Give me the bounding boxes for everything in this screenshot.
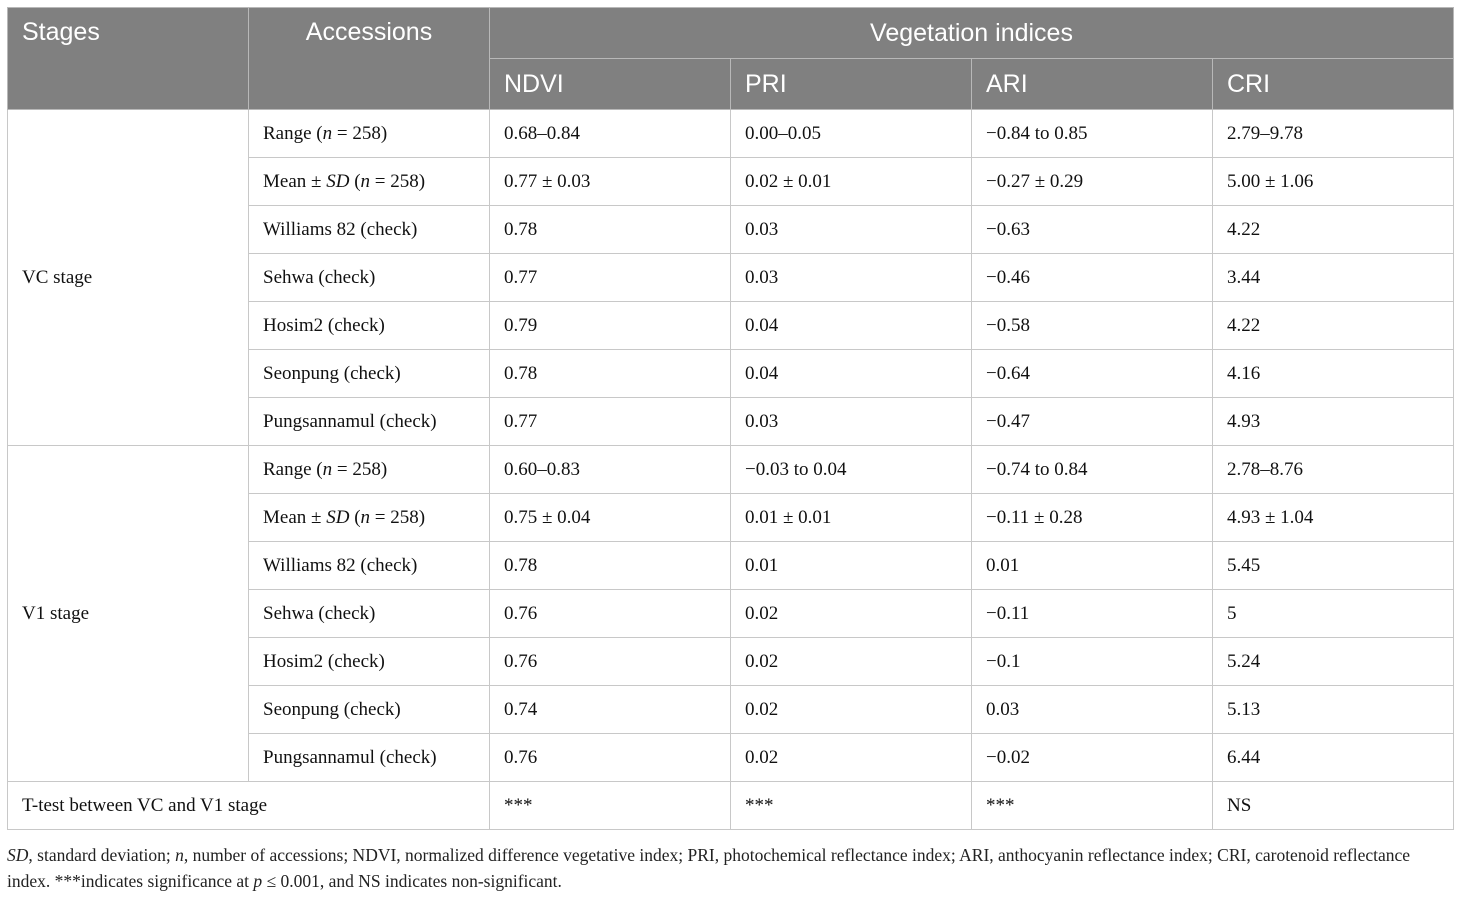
pri-cell: 0.02 ± 0.01 xyxy=(731,158,972,206)
header-cri: CRI xyxy=(1213,59,1454,110)
pri-cell: 0.04 xyxy=(731,350,972,398)
cri-cell: 5.00 ± 1.06 xyxy=(1213,158,1454,206)
ari-cell: *** xyxy=(972,782,1213,830)
ari-cell: −0.47 xyxy=(972,398,1213,446)
pri-cell: 0.00–0.05 xyxy=(731,110,972,158)
accession-cell: Mean ± SD (n = 258) xyxy=(249,158,490,206)
ndvi-cell: 0.77 xyxy=(490,398,731,446)
ndvi-cell: 0.79 xyxy=(490,302,731,350)
ari-cell: −0.1 xyxy=(972,638,1213,686)
ndvi-cell: 0.76 xyxy=(490,638,731,686)
cri-cell: 5.24 xyxy=(1213,638,1454,686)
accession-cell: Hosim2 (check) xyxy=(249,638,490,686)
cri-cell: 6.44 xyxy=(1213,734,1454,782)
cri-cell: 2.79–9.78 xyxy=(1213,110,1454,158)
cri-cell: 3.44 xyxy=(1213,254,1454,302)
pri-cell: 0.02 xyxy=(731,686,972,734)
cri-cell: 5 xyxy=(1213,590,1454,638)
ari-cell: −0.46 xyxy=(972,254,1213,302)
ari-cell: −0.58 xyxy=(972,302,1213,350)
cri-cell: 5.13 xyxy=(1213,686,1454,734)
cri-cell: 4.93 ± 1.04 xyxy=(1213,494,1454,542)
ndvi-cell: 0.77 xyxy=(490,254,731,302)
ndvi-cell: 0.77 ± 0.03 xyxy=(490,158,731,206)
ari-cell: −0.84 to 0.85 xyxy=(972,110,1213,158)
accession-cell: Williams 82 (check) xyxy=(249,206,490,254)
ari-cell: 0.01 xyxy=(972,542,1213,590)
accession-cell: Hosim2 (check) xyxy=(249,302,490,350)
pri-cell: 0.03 xyxy=(731,398,972,446)
accession-cell: Sehwa (check) xyxy=(249,254,490,302)
ndvi-cell: 0.74 xyxy=(490,686,731,734)
pri-cell: 0.04 xyxy=(731,302,972,350)
cri-cell: 4.16 xyxy=(1213,350,1454,398)
header-ndvi: NDVI xyxy=(490,59,731,110)
accession-cell: Pungsannamul (check) xyxy=(249,398,490,446)
table-row xyxy=(8,446,1454,494)
ari-cell: 0.03 xyxy=(972,686,1213,734)
cri-cell: 5.45 xyxy=(1213,542,1454,590)
ari-cell: −0.63 xyxy=(972,206,1213,254)
accession-cell: Sehwa (check) xyxy=(249,590,490,638)
ari-cell: −0.27 ± 0.29 xyxy=(972,158,1213,206)
accession-cell: Range (n = 258) xyxy=(249,110,490,158)
pri-cell: 0.02 xyxy=(731,590,972,638)
table-footnote: SD, standard deviation; n, number of accessions; NDVI, normalized difference vegetative index; PRI, photochemical reflectance index; ARI, anthocyanin reflectance index; CRI, carotenoid reflectance index. ***indicates significance at p ≤ 0.001, and NS indicates non-significant. xyxy=(7,845,1411,891)
pri-cell: 0.03 xyxy=(731,206,972,254)
accession-cell: Pungsannamul (check) xyxy=(249,734,490,782)
accession-cell: Seonpung (check) xyxy=(249,686,490,734)
header-stages: Stages xyxy=(8,8,249,110)
ndvi-cell: 0.76 xyxy=(490,734,731,782)
cri-cell: 4.22 xyxy=(1213,302,1454,350)
ndvi-cell: 0.60–0.83 xyxy=(490,446,731,494)
ttest-label: T-test between VC and V1 stage xyxy=(8,782,490,830)
ari-cell: −0.64 xyxy=(972,350,1213,398)
ari-cell: −0.02 xyxy=(972,734,1213,782)
table-row xyxy=(8,110,1454,158)
accession-cell: Range (n = 258) xyxy=(249,446,490,494)
ari-cell: −0.11 ± 0.28 xyxy=(972,494,1213,542)
stage-cell: V1 stage xyxy=(8,446,249,782)
stage-cell: VC stage xyxy=(8,110,249,446)
cri-cell: 4.93 xyxy=(1213,398,1454,446)
accession-cell: Mean ± SD (n = 258) xyxy=(249,494,490,542)
ari-cell: −0.11 xyxy=(972,590,1213,638)
ndvi-cell: 0.76 xyxy=(490,590,731,638)
header-vegetation-indices: Vegetation indices xyxy=(490,8,1454,59)
pri-cell: 0.01 ± 0.01 xyxy=(731,494,972,542)
accession-cell: Seonpung (check) xyxy=(249,350,490,398)
ari-cell: −0.74 to 0.84 xyxy=(972,446,1213,494)
header-accessions: Accessions xyxy=(249,8,490,110)
pri-cell: 0.01 xyxy=(731,542,972,590)
cri-cell: NS xyxy=(1213,782,1454,830)
header-ari: ARI xyxy=(972,59,1213,110)
ndvi-cell: 0.78 xyxy=(490,350,731,398)
header-row-1 xyxy=(8,8,1454,59)
cri-cell: 4.22 xyxy=(1213,206,1454,254)
accession-cell: Williams 82 (check) xyxy=(249,542,490,590)
header-pri: PRI xyxy=(731,59,972,110)
ndvi-cell: 0.78 xyxy=(490,542,731,590)
ndvi-cell: 0.68–0.84 xyxy=(490,110,731,158)
ndvi-cell: 0.75 ± 0.04 xyxy=(490,494,731,542)
pri-cell: 0.02 xyxy=(731,638,972,686)
pri-cell: *** xyxy=(731,782,972,830)
vegetation-indices-table xyxy=(7,7,1454,830)
ndvi-cell: 0.78 xyxy=(490,206,731,254)
pri-cell: −0.03 to 0.04 xyxy=(731,446,972,494)
ttest-row xyxy=(8,782,1454,830)
ndvi-cell: *** xyxy=(490,782,731,830)
pri-cell: 0.02 xyxy=(731,734,972,782)
pri-cell: 0.03 xyxy=(731,254,972,302)
cri-cell: 2.78–8.76 xyxy=(1213,446,1454,494)
